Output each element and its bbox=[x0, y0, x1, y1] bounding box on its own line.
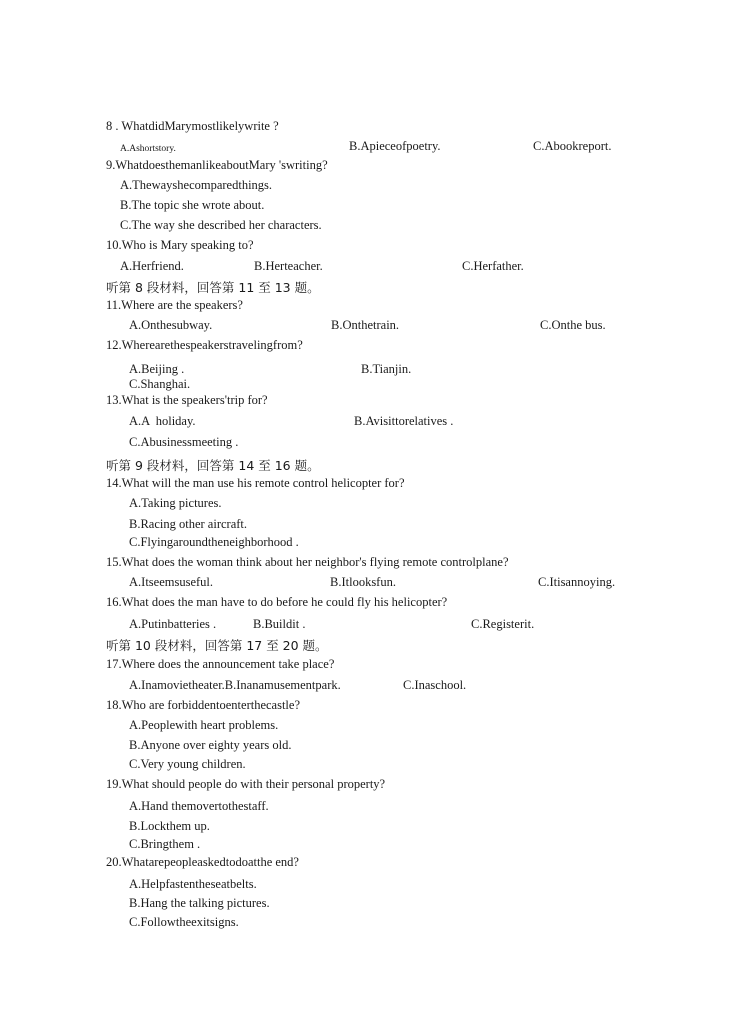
question-18-option-b: B.Anyone over eighty years old. bbox=[129, 738, 292, 752]
question-16-stem: 16.What does the man have to do before he could fly his helicopter? bbox=[106, 595, 448, 609]
question-13-stem: 13.What is the speakers'trip for? bbox=[106, 393, 268, 407]
question-20-option-c: C.Followtheexitsigns. bbox=[129, 915, 239, 929]
question-19-option-a: A.Hand themovertothestaff. bbox=[129, 799, 269, 813]
question-17-stem: 17.Where does the announcement take place? bbox=[106, 657, 335, 671]
question-17-option-a-b: A.Inamovietheater.B.Inanamusementpark. bbox=[129, 678, 341, 692]
question-15-option-c: C.Itisannoying. bbox=[538, 575, 616, 589]
question-12-option-b: B.Tianjin. bbox=[361, 362, 412, 376]
question-19-option-b: B.Lockthem up. bbox=[129, 819, 210, 833]
question-15-stem: 15.What does the woman think about her neighbor's flying remote controlplane? bbox=[106, 555, 509, 569]
question-10-option-a: A.Herfriend. bbox=[120, 259, 184, 273]
question-8-option-a: A.Ashortstory. bbox=[120, 144, 176, 154]
question-14-option-b: B.Racing other aircraft. bbox=[129, 517, 248, 531]
question-12-option-a: A.Beijing . bbox=[129, 362, 185, 376]
question-9-option-b: B.The topic she wrote about. bbox=[120, 198, 265, 212]
question-9-option-a: A.Thewayshecomparedthings. bbox=[120, 178, 273, 192]
question-20-option-b: B.Hang the talking pictures. bbox=[129, 896, 270, 910]
question-18-option-c: C.Very young children. bbox=[129, 757, 246, 771]
question-13-option-c: C.Abusinessmeeting . bbox=[129, 435, 239, 449]
question-14-option-c: C.Flyingaroundtheneighborhood . bbox=[129, 535, 299, 549]
question-14-option-a: A.Taking pictures. bbox=[129, 496, 222, 510]
question-16-option-a: A.Putinbatteries . bbox=[129, 617, 217, 631]
section-10-heading: 听第 10 段材料，回答第 17 至 20 题。 bbox=[106, 638, 328, 653]
question-9-stem: 9.WhatdoesthemanlikeaboutMary 'swriting? bbox=[106, 158, 328, 172]
question-10-option-c: C.Herfather. bbox=[462, 259, 524, 273]
section-9-heading: 听第 9 段材料，回答第 14 至 16 题。 bbox=[106, 458, 320, 473]
question-15-option-b: B.Itlooksfun. bbox=[330, 575, 396, 589]
question-11-option-c: C.Onthe bus. bbox=[540, 318, 606, 332]
question-18-stem: 18.Who are forbiddentoenterthecastle? bbox=[106, 698, 301, 712]
question-14-stem: 14.What will the man use his remote control helicopter for? bbox=[106, 476, 405, 490]
question-8-stem: 8 . WhatdidMarymostlikelywrite ? bbox=[106, 119, 279, 133]
question-12-stem: 12.Wherearethespeakerstravelingfrom? bbox=[106, 338, 303, 352]
question-8-option-c: C.Abookreport. bbox=[533, 139, 612, 153]
question-19-option-c: C.Bringthem . bbox=[129, 837, 201, 851]
question-17-option-c: C.Inaschool. bbox=[403, 678, 467, 692]
question-16-option-c: C.Registerit. bbox=[471, 617, 535, 631]
question-20-option-a: A.Helpfastentheseatbelts. bbox=[129, 877, 257, 891]
question-12-option-c: C.Shanghai. bbox=[129, 377, 191, 391]
section-8-heading: 听第 8 段材料，回答第 11 至 13 题。 bbox=[106, 280, 320, 295]
question-19-stem: 19.What should people do with their personal property? bbox=[106, 777, 386, 791]
question-11-stem: 11.Where are the speakers? bbox=[106, 298, 243, 312]
question-8-option-b: B.Apieceofpoetry. bbox=[349, 139, 441, 153]
question-11-option-b: B.Onthetrain. bbox=[331, 318, 400, 332]
question-10-stem: 10.Who is Mary speaking to? bbox=[106, 238, 254, 252]
question-11-option-a: A.Onthesubway. bbox=[129, 318, 213, 332]
question-9-option-c: C.The way she described her characters. bbox=[120, 218, 322, 232]
question-15-option-a: A.Itseemsuseful. bbox=[129, 575, 214, 589]
question-13-option-b: B.Avisittorelatives . bbox=[354, 414, 454, 428]
question-20-stem: 20.Whatarepeopleaskedtodoatthe end? bbox=[106, 855, 299, 869]
question-13-option-a: A.A holiday. bbox=[129, 414, 196, 428]
question-16-option-b: B.Buildit . bbox=[253, 617, 306, 631]
question-18-option-a: A.Peoplewith heart problems. bbox=[129, 718, 279, 732]
question-10-option-b: B.Herteacher. bbox=[254, 259, 323, 273]
